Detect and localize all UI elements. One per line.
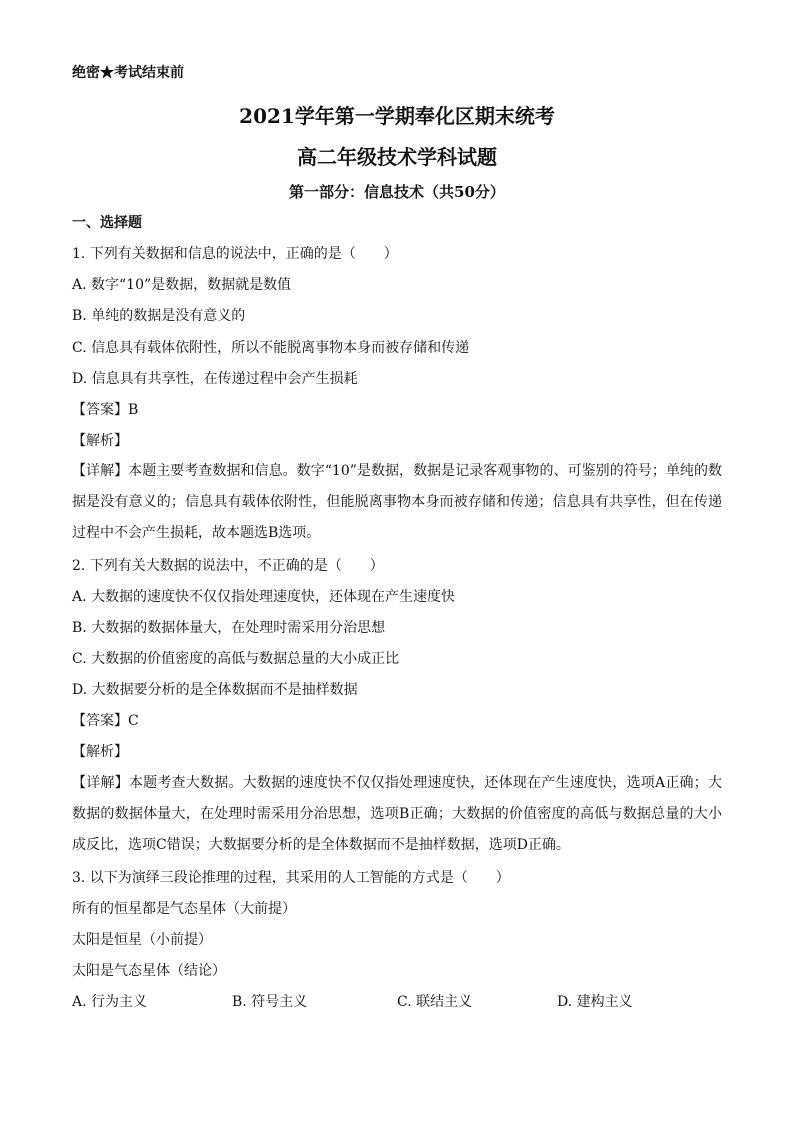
q3-conclusion: 太阳是气态星体（结论）	[72, 963, 226, 979]
q2-answer: 【答案】C	[72, 713, 139, 729]
secret-label: 绝密★考试结束前	[72, 65, 184, 81]
q1-option-a: A. 数字“10”是数据，数据就是数值	[72, 277, 292, 293]
q3-minor-premise: 太阳是恒星（小前提）	[72, 932, 212, 948]
exam-subtitle: 高二年级技术学科试题	[297, 145, 497, 169]
q1-option-d: D. 信息具有共享性，在传递过程中会产生损耗	[72, 371, 358, 387]
q2-stem: 2. 下列有关大数据的说法中，不正确的是（ ）	[72, 558, 384, 574]
q1-detail: 【详解】本题主要考查数据和信息。数字“10”是数据，数据是记录客观事物的、可鉴别的符号；单纯的数据是没有意义的；信息具有载体依附性，但能脱离事物本身而被存储和传递；信息具有共享性，但在传递过程中不会产生损耗，故本题选B选项。	[72, 463, 722, 541]
q2-option-a: A. 大数据的速度快不仅仅指处理速度快，还体现在产生速度快	[72, 589, 456, 605]
exam-title: 2021学年第一学期奉化区期末统考	[239, 104, 555, 128]
q2-detail: 【详解】本题考查大数据。大数据的速度快不仅仅指处理速度快，还体现在产生速度快，选项A正确；大数据的数据体量大，在处理时需采用分治思想，选项B正确；大数据的价值密度的高低与数据总量的大小成反比，选项C错误；大数据要分析的是全体数据而不是抽样数据，选项D正确。	[72, 775, 722, 853]
q1-option-b: B. 单纯的数据是没有意义的	[72, 308, 246, 324]
q3-option-a: A. 行为主义	[72, 994, 148, 1010]
q1-option-c: C. 信息具有载体依附性，所以不能脱离事物本身而被存储和传递	[72, 340, 470, 356]
q2-option-d: D. 大数据要分析的是全体数据而不是抽样数据	[72, 682, 358, 698]
q3-major-premise: 所有的恒星都是气态星体（大前提）	[72, 901, 296, 917]
q3-stem: 3. 以下为演绎三段论推理的过程，其采用的人工智能的方式是（ ）	[72, 870, 510, 886]
q2-option-c: C. 大数据的价值密度的高低与数据总量的大小成正比	[72, 651, 400, 667]
q1-answer: 【答案】B	[72, 402, 139, 418]
q1-analysis-label: 【解析】	[72, 433, 128, 449]
q2-option-b: B. 大数据的数据体量大，在处理时需采用分治思想	[72, 620, 386, 636]
q3-option-c: C. 联结主义	[397, 994, 473, 1010]
q3-option-d: D. 建构主义	[557, 994, 633, 1010]
q2-analysis-label: 【解析】	[72, 744, 128, 760]
q1-stem: 1. 下列有关数据和信息的说法中，正确的是（ ）	[72, 246, 398, 262]
part-heading: 第一部分：信息技术（共50分）	[289, 183, 505, 201]
section-heading: 一、选择题	[72, 215, 142, 231]
q3-option-b: B. 符号主义	[232, 994, 308, 1010]
